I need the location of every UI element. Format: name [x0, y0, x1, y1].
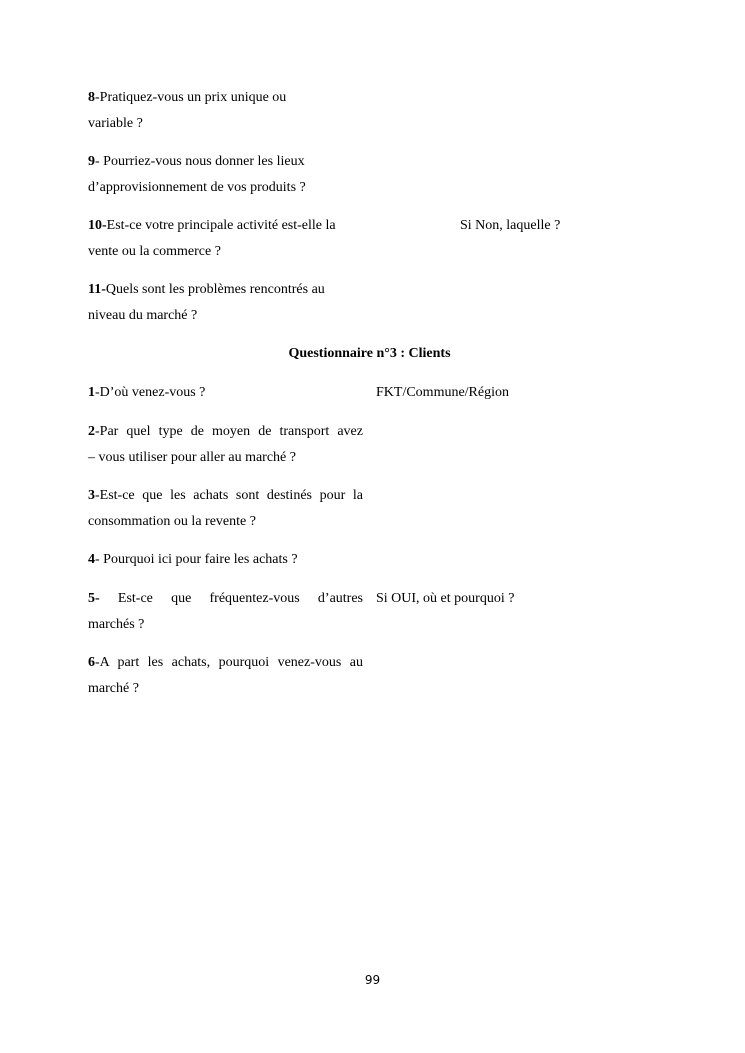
question-number: 11-: [88, 282, 106, 297]
answer-field-label: Si OUI, où et pourquoi ?: [376, 591, 515, 606]
question-text: -Par quel type de moyen de transport avez: [95, 424, 363, 439]
question-text: vente ou la commerce ?: [88, 243, 221, 259]
question-text: – vous utiliser pour aller au marché ?: [88, 449, 296, 465]
client-question-4: [88, 547, 363, 573]
answer-field-label: Si Non, laquelle ?: [460, 218, 561, 233]
answer-field-label: FKT/Commune/Région: [376, 385, 509, 400]
client-question-6: [88, 650, 363, 701]
client-question-3: [88, 483, 363, 534]
question-number: 9: [88, 154, 95, 169]
question-9: [88, 149, 363, 200]
question-number: 2: [88, 424, 95, 439]
question-text: consommation ou la revente ?: [88, 513, 256, 529]
question-text: - Pourriez-vous nous donner les lieux: [95, 154, 305, 169]
question-number: 10-: [88, 218, 107, 233]
question-text: -D’où venez-vous ?: [95, 385, 206, 400]
page-number: 99: [364, 973, 381, 987]
question-number: 4: [88, 552, 95, 567]
question-text: - Pourquoi ici pour faire les achats ?: [95, 552, 298, 567]
client-question-1: [88, 380, 363, 406]
question-text: variable ?: [88, 115, 143, 131]
question-text: -Pratiquez-vous un prix unique ou: [95, 90, 287, 105]
section-title: Questionnaire n°3 : Clients: [288, 346, 451, 361]
question-number: 5-: [88, 591, 100, 606]
question-10: [88, 213, 363, 264]
question-text: marchés ?: [88, 616, 145, 632]
question-number: 1: [88, 385, 95, 400]
question-number: 3: [88, 488, 95, 503]
client-question-2: [88, 419, 363, 470]
question-text: -Est-ce que les achats sont destinés pour la: [95, 488, 363, 503]
question-number: 6: [88, 655, 95, 670]
question-text: Quels sont les problèmes rencontrés au: [105, 282, 325, 297]
client-question-5: [88, 586, 363, 637]
question-8: [88, 85, 363, 136]
question-text: marché ?: [88, 680, 139, 696]
question-text: niveau du marché ?: [88, 307, 198, 323]
question-number: 8: [88, 90, 95, 105]
question-text: d’approvisionnement de vos produits ?: [88, 179, 306, 195]
question-text: Est-ce votre principale activité est-elle la: [106, 218, 336, 233]
question-text: Est-ce que fréquentez-vous d’autres: [99, 591, 363, 606]
question-11: [88, 277, 363, 328]
question-text: -A part les achats, pourquoi venez-vous au: [95, 655, 363, 670]
